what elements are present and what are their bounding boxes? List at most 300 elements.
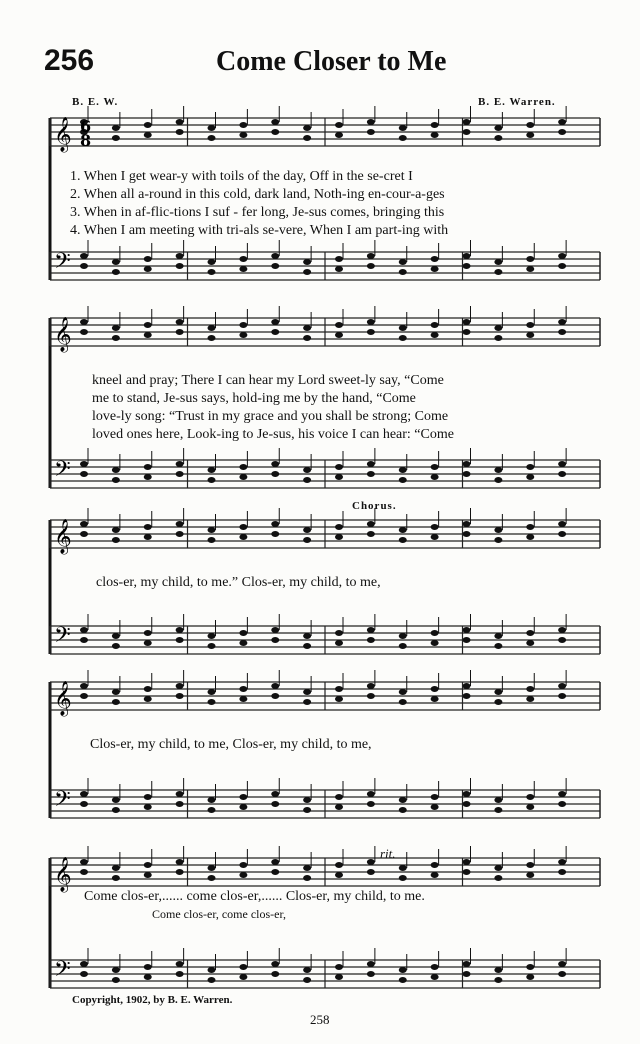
- treble-2-note: [526, 322, 534, 328]
- bass-5-note: [335, 974, 343, 980]
- hymn-title: Come Closer to Me: [216, 46, 447, 77]
- bass-1-note: [367, 263, 375, 269]
- treble-5-note: [144, 862, 152, 868]
- treble-3-note: [144, 524, 152, 530]
- verse-4-line-2: loved ones here, Look-ing to Je-sus, his voice I can hear: “Come: [92, 427, 454, 442]
- copyright-notice: Copyright, 1902, by B. E. Warren.: [72, 994, 233, 1006]
- treble-5-note: [208, 875, 216, 881]
- bass-1-note: [303, 269, 311, 275]
- treble-2-note: [239, 322, 247, 328]
- treble-1-note: [335, 122, 343, 128]
- bass-3-note: [112, 633, 120, 639]
- bass-2-note: [463, 461, 471, 467]
- treble-5-note: [271, 859, 279, 865]
- treble-2-note: [431, 322, 439, 328]
- treble-3-note: [144, 534, 152, 540]
- bass-2-note: [239, 464, 247, 470]
- treble-3-note: [80, 521, 88, 527]
- treble-1-note: [176, 119, 184, 125]
- bass-1-note: [112, 259, 120, 265]
- treble-4-note: [431, 686, 439, 692]
- treble-2-note: [271, 319, 279, 325]
- bass-2-note: [208, 467, 216, 473]
- treble-4-note: [112, 699, 120, 705]
- treble-1-note: [494, 125, 502, 131]
- treble-5-note: [399, 875, 407, 881]
- treble-2-note: [431, 332, 439, 338]
- treble-5-note: [494, 875, 502, 881]
- bass-4-note: [558, 791, 566, 797]
- treble-1-note: [558, 129, 566, 135]
- bass-3-note: [431, 640, 439, 646]
- treble-1-note: [399, 125, 407, 131]
- treble-1-note: [176, 129, 184, 135]
- bass-1-note: [80, 263, 88, 269]
- verse-4-line-1: 4. When I am meeting with tri-als se-vere, When I am part-ing with: [70, 223, 449, 238]
- treble-5-note: [558, 869, 566, 875]
- bass-2-note: [494, 467, 502, 473]
- bass-1-note: [144, 266, 152, 272]
- treble-4-note: [526, 686, 534, 692]
- treble-1-note: [271, 119, 279, 125]
- bass-4-note: [303, 807, 311, 813]
- treble-1-note: [239, 122, 247, 128]
- bass-4-note: [463, 801, 471, 807]
- bass-5-note: [208, 977, 216, 983]
- treble-4-note: [208, 689, 216, 695]
- treble-4-note: [271, 683, 279, 689]
- treble-5-note: [335, 872, 343, 878]
- bass-3-note: [494, 633, 502, 639]
- treble-1-note: [112, 125, 120, 131]
- bass-2-note: [271, 461, 279, 467]
- treble-1-note: [367, 129, 375, 135]
- treble-4-note: [208, 699, 216, 705]
- treble-4-note: [399, 689, 407, 695]
- treble-5-note: [112, 865, 120, 871]
- bass-4-note: [431, 794, 439, 800]
- bass-1-note: [144, 256, 152, 262]
- bass-4-note: [80, 801, 88, 807]
- bass-5-note: [367, 961, 375, 967]
- bass-5-note: [367, 971, 375, 977]
- treble-1-note: [431, 122, 439, 128]
- treble-5-note: [431, 862, 439, 868]
- page-number: 258: [310, 1012, 330, 1027]
- bass-2-note: [463, 471, 471, 477]
- treble-5-note: [303, 875, 311, 881]
- bass-4-note: [399, 807, 407, 813]
- bass-2-note: [494, 477, 502, 483]
- treble-3-note: [367, 521, 375, 527]
- bass-2-note: [144, 474, 152, 480]
- bass-3-note: [303, 643, 311, 649]
- treble-3-note: [112, 537, 120, 543]
- bass-4-note: [176, 791, 184, 797]
- treble-3-note: [303, 527, 311, 533]
- treble-2-note: [494, 335, 502, 341]
- treble-4-note: [367, 693, 375, 699]
- treble-3-note: [271, 531, 279, 537]
- treble-2-note: [303, 325, 311, 331]
- treble-2-note: [112, 335, 120, 341]
- bass-3-note: [335, 630, 343, 636]
- bass-3-note: [526, 640, 534, 646]
- bass-4-note: [463, 791, 471, 797]
- chorus-label: Chorus.: [352, 500, 397, 512]
- bass-1-note: [494, 269, 502, 275]
- bass-4-note: [526, 794, 534, 800]
- treble-4-note: [558, 693, 566, 699]
- bass-5-note: [526, 974, 534, 980]
- treble-1-note: [463, 119, 471, 125]
- treble-3-note: [431, 524, 439, 530]
- bass-5-note: [526, 964, 534, 970]
- bass-2-note: [80, 461, 88, 467]
- bass-3-note: [399, 643, 407, 649]
- bass-2-note: [526, 464, 534, 470]
- treble-3-note: [176, 531, 184, 537]
- bass-3-note: [271, 637, 279, 643]
- treble-2-note: [271, 329, 279, 335]
- bass-2-note: [399, 477, 407, 483]
- treble-3-note: [463, 531, 471, 537]
- chorus-line-3: Come clos-er,...... come clos-er,...... Clos-er, my child, to me.: [84, 889, 425, 904]
- treble-5-note: [239, 872, 247, 878]
- bass-5-note: [239, 964, 247, 970]
- bass-1-note: [463, 263, 471, 269]
- treble-4-note: [463, 693, 471, 699]
- treble-4-note: [494, 689, 502, 695]
- rit-marking: rit.: [380, 846, 396, 861]
- bass-3-note: [463, 637, 471, 643]
- treble-1-note: [303, 135, 311, 141]
- treble-clef-icon: 𝄞: [54, 519, 72, 554]
- treble-clef-icon: 𝄞: [54, 317, 72, 352]
- treble-5-note: [431, 872, 439, 878]
- treble-3-note: [239, 534, 247, 540]
- bass-clef-icon: 𝄢: [54, 249, 71, 279]
- treble-2-note: [144, 322, 152, 328]
- bass-2-note: [558, 471, 566, 477]
- bass-2-note: [112, 467, 120, 473]
- bass-4-note: [335, 804, 343, 810]
- treble-4-note: [80, 693, 88, 699]
- treble-5-note: [463, 859, 471, 865]
- bass-3-note: [176, 627, 184, 633]
- bass-2-note: [399, 467, 407, 473]
- treble-2-note: [558, 329, 566, 335]
- treble-3-note: [239, 524, 247, 530]
- bass-2-note: [335, 464, 343, 470]
- treble-2-note: [463, 329, 471, 335]
- treble-3-note: [303, 537, 311, 543]
- chorus-line-1: clos-er, my child, to me.” Clos-er, my child, to me,: [96, 575, 381, 590]
- treble-5-note: [144, 872, 152, 878]
- treble-2-note: [463, 319, 471, 325]
- bass-5-note: [463, 971, 471, 977]
- treble-3-note: [335, 534, 343, 540]
- bass-5-note: [80, 961, 88, 967]
- bass-5-note: [494, 967, 502, 973]
- bass-5-note: [558, 971, 566, 977]
- treble-3-note: [558, 521, 566, 527]
- treble-1-note: [526, 132, 534, 138]
- treble-3-note: [526, 534, 534, 540]
- bass-2-note: [367, 471, 375, 477]
- bass-4-note: [144, 794, 152, 800]
- bass-3-note: [208, 643, 216, 649]
- treble-4-note: [335, 686, 343, 692]
- treble-2-note: [367, 319, 375, 325]
- words-credit: B. E. W.: [72, 96, 119, 108]
- bass-4-note: [239, 794, 247, 800]
- treble-2-note: [208, 335, 216, 341]
- treble-3-note: [208, 527, 216, 533]
- verse-3-line-2: love-ly song: “Trust in my grace and you shall be strong; Come: [92, 409, 449, 424]
- treble-1-note: [144, 132, 152, 138]
- treble-4-note: [176, 693, 184, 699]
- bass-2-note: [144, 464, 152, 470]
- bass-2-note: [367, 461, 375, 467]
- bass-4-note: [335, 794, 343, 800]
- bass-5-note: [399, 977, 407, 983]
- bass-2-note: [176, 461, 184, 467]
- bass-3-note: [80, 627, 88, 633]
- treble-5-note: [303, 865, 311, 871]
- treble-2-note: [176, 319, 184, 325]
- bass-1-note: [80, 253, 88, 259]
- treble-1-note: [303, 125, 311, 131]
- treble-2-note: [112, 325, 120, 331]
- time-signature-top: 6: [80, 117, 92, 136]
- treble-4-note: [239, 696, 247, 702]
- bass-1-note: [112, 269, 120, 275]
- treble-3-note: [558, 531, 566, 537]
- treble-1-note: [431, 132, 439, 138]
- treble-4-note: [144, 696, 152, 702]
- bass-5-note: [144, 974, 152, 980]
- treble-2-note: [80, 329, 88, 335]
- bass-5-note: [431, 974, 439, 980]
- treble-5-note: [239, 862, 247, 868]
- treble-3-note: [494, 527, 502, 533]
- bass-2-note: [112, 477, 120, 483]
- bass-clef-icon: 𝄢: [54, 623, 71, 653]
- treble-5-note: [367, 869, 375, 875]
- bass-2-note: [208, 477, 216, 483]
- treble-3-note: [208, 537, 216, 543]
- bass-5-note: [431, 964, 439, 970]
- verse-1-line-2: kneel and pray; There I can hear my Lord sweet-ly say, “Come: [92, 373, 444, 388]
- treble-4-note: [80, 683, 88, 689]
- bass-2-note: [176, 471, 184, 477]
- treble-2-note: [335, 332, 343, 338]
- treble-3-note: [367, 531, 375, 537]
- bass-1-note: [176, 253, 184, 259]
- verse-2-line-1: 2. When all a-round in this cold, dark land, Noth-ing en-cour-a-ges: [70, 187, 445, 202]
- chorus-line-2: Clos-er, my child, to me, Clos-er, my child, to me,: [90, 737, 372, 752]
- bass-5-note: [176, 961, 184, 967]
- treble-3-note: [80, 531, 88, 537]
- treble-2-note: [176, 329, 184, 335]
- bass-3-note: [558, 627, 566, 633]
- bass-3-note: [80, 637, 88, 643]
- treble-5-note: [271, 869, 279, 875]
- bass-2-note: [558, 461, 566, 467]
- bass-5-note: [558, 961, 566, 967]
- treble-2-note: [526, 332, 534, 338]
- treble-2-note: [144, 332, 152, 338]
- treble-3-note: [399, 537, 407, 543]
- bass-5-note: [80, 971, 88, 977]
- bass-1-note: [208, 259, 216, 265]
- treble-4-note: [303, 699, 311, 705]
- bass-3-note: [303, 633, 311, 639]
- treble-2-note: [239, 332, 247, 338]
- treble-5-note: [176, 859, 184, 865]
- treble-4-note: [176, 683, 184, 689]
- bass-5-note: [303, 967, 311, 973]
- bass-5-note: [239, 974, 247, 980]
- treble-3-note: [112, 527, 120, 533]
- treble-1-note: [494, 135, 502, 141]
- treble-1-note: [271, 129, 279, 135]
- treble-4-note: [112, 689, 120, 695]
- bass-2-note: [303, 477, 311, 483]
- verse-1-line-1: 1. When I get wear-y with toils of the day, Off in the se-cret I: [70, 169, 413, 184]
- treble-5-note: [112, 875, 120, 881]
- bass-4-note: [144, 804, 152, 810]
- treble-1-note: [463, 129, 471, 135]
- bass-5-note: [303, 977, 311, 983]
- bass-3-note: [112, 643, 120, 649]
- treble-4-note: [463, 683, 471, 689]
- bass-3-note: [208, 633, 216, 639]
- bass-3-note: [144, 630, 152, 636]
- bass-3-note: [399, 633, 407, 639]
- treble-2-note: [367, 329, 375, 335]
- treble-3-note: [176, 521, 184, 527]
- bass-1-note: [431, 256, 439, 262]
- treble-1-note: [335, 132, 343, 138]
- bass-4-note: [271, 791, 279, 797]
- bass-4-note: [431, 804, 439, 810]
- bass-5-note: [494, 977, 502, 983]
- treble-3-note: [271, 521, 279, 527]
- bass-1-note: [431, 266, 439, 272]
- bass-clef-icon: 𝄢: [54, 957, 71, 987]
- chorus-line-3-alto: Come clos-er, come clos-er,: [152, 907, 286, 921]
- bass-5-note: [399, 967, 407, 973]
- treble-clef-icon: 𝄞: [54, 857, 72, 892]
- hymn-number: 256: [44, 44, 95, 77]
- treble-5-note: [367, 859, 375, 865]
- bass-2-note: [239, 474, 247, 480]
- treble-5-note: [208, 865, 216, 871]
- bass-1-note: [335, 256, 343, 262]
- bass-1-note: [239, 266, 247, 272]
- bass-3-note: [271, 627, 279, 633]
- treble-3-note: [335, 524, 343, 530]
- bass-3-note: [367, 637, 375, 643]
- music-credit: B. E. Warren.: [478, 96, 556, 108]
- bass-5-note: [208, 967, 216, 973]
- bass-4-note: [526, 804, 534, 810]
- treble-5-note: [80, 859, 88, 865]
- bass-4-note: [239, 804, 247, 810]
- bass-3-note: [367, 627, 375, 633]
- bass-4-note: [367, 801, 375, 807]
- bass-2-note: [431, 464, 439, 470]
- treble-1-note: [239, 132, 247, 138]
- treble-1-note: [112, 135, 120, 141]
- bass-1-note: [558, 263, 566, 269]
- treble-4-note: [399, 699, 407, 705]
- bass-4-note: [399, 797, 407, 803]
- treble-5-note: [494, 865, 502, 871]
- bass-1-note: [367, 253, 375, 259]
- bass-1-note: [494, 259, 502, 265]
- treble-5-note: [526, 862, 534, 868]
- bass-5-note: [463, 961, 471, 967]
- bass-4-note: [208, 807, 216, 813]
- treble-5-note: [399, 865, 407, 871]
- bass-1-note: [176, 263, 184, 269]
- treble-4-note: [526, 696, 534, 702]
- treble-3-note: [526, 524, 534, 530]
- treble-5-note: [176, 869, 184, 875]
- bass-1-note: [335, 266, 343, 272]
- bass-5-note: [335, 964, 343, 970]
- bass-4-note: [303, 797, 311, 803]
- treble-4-note: [431, 696, 439, 702]
- bass-5-note: [271, 961, 279, 967]
- treble-1-note: [144, 122, 152, 128]
- treble-2-note: [494, 325, 502, 331]
- treble-4-note: [144, 686, 152, 692]
- bass-2-note: [335, 474, 343, 480]
- bass-3-note: [558, 637, 566, 643]
- verse-2-line-2: me to stand, Je-sus says, hold-ing me by the hand, “Come: [92, 391, 416, 406]
- treble-4-note: [239, 686, 247, 692]
- bass-1-note: [303, 259, 311, 265]
- bass-4-note: [494, 807, 502, 813]
- treble-2-note: [80, 319, 88, 325]
- treble-1-note: [208, 135, 216, 141]
- bass-clef-icon: 𝄢: [54, 787, 71, 817]
- bass-4-note: [176, 801, 184, 807]
- treble-4-note: [367, 683, 375, 689]
- bass-clef-icon: 𝄢: [54, 457, 71, 487]
- treble-1-note: [208, 125, 216, 131]
- bass-2-note: [80, 471, 88, 477]
- treble-1-note: [367, 119, 375, 125]
- treble-1-note: [526, 122, 534, 128]
- bass-1-note: [399, 259, 407, 265]
- treble-3-note: [463, 521, 471, 527]
- treble-4-note: [271, 693, 279, 699]
- bass-5-note: [176, 971, 184, 977]
- bass-3-note: [239, 640, 247, 646]
- treble-2-note: [303, 335, 311, 341]
- treble-5-note: [335, 862, 343, 868]
- bass-3-note: [463, 627, 471, 633]
- treble-2-note: [399, 325, 407, 331]
- bass-1-note: [399, 269, 407, 275]
- bass-4-note: [112, 797, 120, 803]
- bass-5-note: [112, 977, 120, 983]
